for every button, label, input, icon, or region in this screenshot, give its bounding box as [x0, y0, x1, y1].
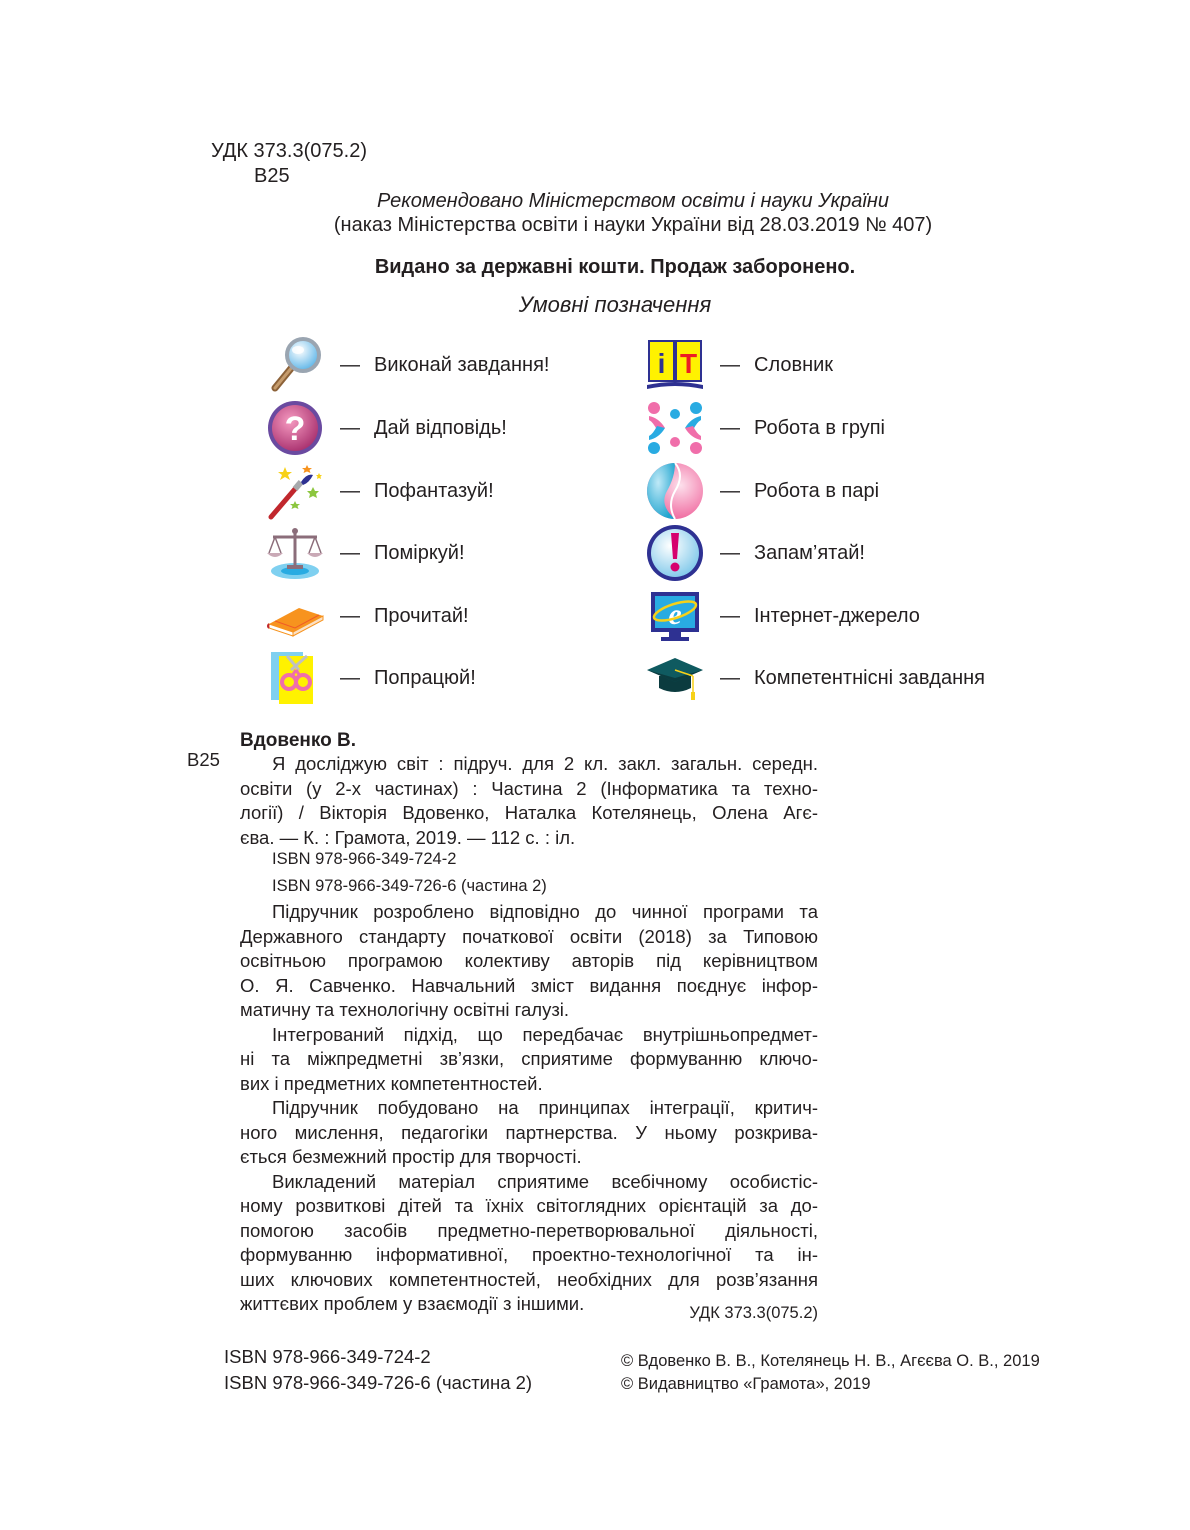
- internet-icon: [645, 586, 705, 646]
- annotation-paragraph: [240, 1023, 818, 1097]
- annotation-line: життєвих проблем у взаємодії з іншими.: [240, 1293, 585, 1314]
- legend-dash: —: [340, 479, 360, 502]
- footer-isbn-part: ISBN 978-966-349-726-6 (частина 2): [224, 1372, 533, 1393]
- legend-label: Компетентнісні завдання: [754, 666, 986, 689]
- legend-title: Умовні позначення: [518, 292, 712, 317]
- annotation-line: Підручник побудовано на принципах інтеграції, критич-: [272, 1097, 818, 1118]
- legend-dash: —: [340, 541, 360, 564]
- svg-text:e: e: [668, 598, 682, 631]
- footer-isbn: ISBN 978-966-349-724-2: [224, 1346, 431, 1367]
- dictionary-letter-i: i: [657, 348, 666, 379]
- catalog-description-line: Я досліджую світ : підруч. для 2 кл. закл. загальн. середн.: [272, 753, 818, 774]
- legend-item-pair-work: [645, 461, 879, 521]
- annotation-line: ні та міжпредметні зв’язки, сприятиме формуванню ключо-: [240, 1048, 818, 1069]
- legend-label: Поміркуй!: [374, 541, 465, 564]
- legend-label: Робота в групі: [754, 416, 885, 439]
- legend-dash: —: [720, 666, 740, 689]
- annotation-line: Державного стандарту початкової освіти (2018) за Типовою: [240, 925, 818, 947]
- annotation-line: ших ключових компетентностей, необхідних для розв’язання: [240, 1268, 818, 1290]
- catalog-annotation: [240, 900, 818, 1317]
- annotation-line: вих і предметних компетентностей.: [240, 1072, 543, 1094]
- svg-text:?: ?: [284, 410, 306, 448]
- legend-item-work: [265, 648, 476, 708]
- dictionary-letter-t: T: [679, 348, 698, 379]
- annotation-paragraph: [240, 1170, 818, 1317]
- legend-label: Запам’ятай!: [754, 541, 865, 564]
- legend-item-internet-source: [645, 586, 920, 646]
- legend-dash: —: [340, 666, 360, 689]
- state-funded-notice: Видано за державні кошти. Продаж заборонено.: [374, 256, 856, 278]
- legend-dash: —: [340, 416, 360, 439]
- annotation-line: матичну та технологічну освітні галузі.: [240, 999, 570, 1020]
- exclamation-icon: [645, 523, 705, 583]
- annotation-line: О. Я. Савченко. Навчальний зміст видання поєднує інфор-: [240, 974, 818, 996]
- annotation-line: освітньою програмою колективу авторів під керівництвом: [240, 950, 818, 971]
- annotation-line: помогою засобів предметно-перетворювальної діяльності,: [240, 1219, 818, 1241]
- magnifier-icon: [265, 335, 325, 395]
- legend-item-complete-task: [265, 335, 549, 395]
- legend-dash: —: [720, 479, 740, 502]
- legend-label: Пофантазуй!: [374, 479, 494, 502]
- legend-dash: —: [720, 541, 740, 564]
- legend-dash: —: [340, 604, 360, 627]
- question-icon: [265, 398, 325, 458]
- bbk-code: В25: [254, 165, 290, 187]
- legend-label: Виконай завдання!: [374, 353, 550, 376]
- catalog-isbn: ISBN 978-966-349-724-2: [272, 850, 457, 868]
- pair-work-icon: [645, 461, 705, 521]
- group-work-icon: [645, 398, 705, 458]
- annotation-line: формуванню інформативної, проектно-технологічної та ін-: [240, 1244, 818, 1265]
- legend-label: Інтернет-джерело: [754, 604, 920, 627]
- legend-dash: —: [720, 416, 740, 439]
- annotation-line: ється безмежний простір для творчості.: [240, 1146, 582, 1167]
- copyright-publisher: © Видавництво «Грамота», 2019: [621, 1375, 871, 1393]
- scissors-paper-icon: [265, 648, 325, 708]
- annotation-line: ного мислення, педагогіки партнерства. У ньому розкрива-: [240, 1121, 818, 1143]
- legend-item-read: [265, 586, 469, 646]
- book-icon: [265, 586, 325, 646]
- annotation-paragraph: [240, 1096, 818, 1170]
- annotation-line: Викладений матеріал сприятиме всебічному особистіс-: [272, 1170, 818, 1192]
- legend-dash: —: [720, 353, 740, 376]
- legend-label: Прочитай!: [374, 604, 469, 627]
- paintbrush-stars-icon: [265, 461, 325, 521]
- legend-label: Дай відповідь!: [374, 416, 507, 439]
- graduation-cap-icon: [645, 648, 705, 708]
- legend-item-remember: [645, 523, 865, 583]
- legend-dash: —: [720, 604, 740, 627]
- catalog-description-line: логії) / Вікторія Вдовенко, Наталка Котелянець, Олена Агє-: [240, 802, 818, 823]
- udk-code: УДК 373.3(075.2): [211, 140, 367, 162]
- catalog-bbk: В25: [187, 749, 220, 770]
- legend-label: Робота в парі: [754, 479, 880, 502]
- annotation-paragraph: [240, 900, 818, 1023]
- catalog-description-line: єва. — К. : Грамота, 2019. — 112 с. : іл.: [240, 826, 576, 848]
- catalog-udk: УДК 373.3(075.2): [689, 1304, 818, 1322]
- legend-label: Попрацюй!: [374, 666, 476, 689]
- legend-label: Словник: [754, 353, 834, 376]
- catalog-author: Вдовенко В.: [240, 730, 357, 751]
- legend-item-answer: [265, 398, 507, 458]
- annotation-line: Інтегрований підхід, що передбачає внутрішньопредмет-: [272, 1023, 818, 1045]
- legend-item-competence-tasks: [645, 648, 985, 708]
- annotation-line: Підручник розроблено відповідно до чинної програми та: [272, 901, 818, 922]
- ministry-recommendation: Рекомендовано Міністерством освіти і науки України: [377, 190, 889, 212]
- legend-dash: —: [340, 353, 360, 376]
- legend-item-reflect: [265, 523, 465, 583]
- copyright-authors: © Вдовенко В. В., Котелянець Н. В., Агєєва О. В., 2019: [621, 1352, 1040, 1370]
- legend-item-fantasize: [265, 461, 494, 521]
- legend-item-dictionary: [645, 335, 833, 395]
- scales-icon: [265, 523, 325, 583]
- ministry-order: (наказ Міністерства освіти і науки України від 28.03.2019 № 407): [333, 214, 933, 236]
- legend-item-group-work: [645, 398, 885, 458]
- catalog-isbn-part: ISBN 978-966-349-726-6 (частина 2): [272, 877, 547, 895]
- catalog-description: [240, 752, 818, 850]
- dictionary-it-icon: [645, 335, 705, 395]
- catalog-description-line: освіти (у 2-х частинах) : Частина 2 (Інформатика та техно-: [240, 777, 818, 799]
- annotation-line: ному розвиткові дітей та їхніх світоглядних орієнтацій за до-: [240, 1195, 818, 1216]
